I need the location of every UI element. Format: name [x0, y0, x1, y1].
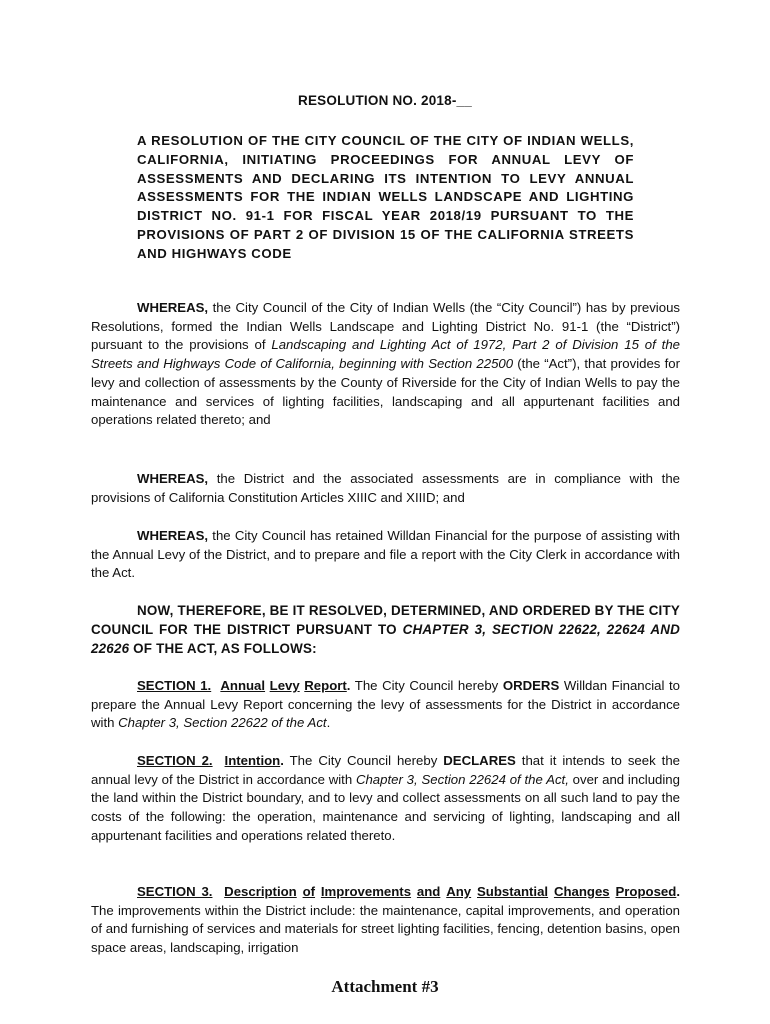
section-1-label: SECTION 1.: [137, 678, 212, 693]
whereas-lead: WHEREAS,: [137, 471, 209, 486]
resolution-title: RESOLUTION NO. 2018-__: [298, 93, 472, 108]
section-3-label: SECTION 3.: [137, 884, 213, 899]
resolution-heading: A RESOLUTION OF THE CITY COUNCIL OF THE CITY OF INDIAN WELLS, CALIFORNIA, INITIATING PROCEEDINGS FOR ANNUAL LEVY OF ASSESSMENTS AND DECLARING ITS INTENTION TO LEVY ANNUAL ASSESSMENTS FOR THE INDIAN WELLS LANDSCAPE AND LIGHTING DISTRICT NO. 91-1 FOR FISCAL YEAR 2018/19 PURSUANT TO THE PROVISIONS OF PART 2 OF DIVISION 15 OF THE CALIFORNIA STREETS AND HIGHWAYS CODE: [137, 133, 634, 261]
chapter-citation: CHAPTER 3, SECTION 22622, 22624 AND 22626: [91, 622, 681, 656]
section-1-paragraph: SECTION 1. Annual Levy Report. The City Council hereby ORDERS Willdan Financial to prepare the Annual Levy Report concerning the levy of assessments for the District in accordance with Chapter 3, Section 22622 of the Act.: [91, 678, 680, 731]
whereas-lead: WHEREAS,: [137, 300, 209, 315]
whereas-paragraph-1: WHEREAS, the City Council of the City of Indian Wells (the “City Council”) has by previous Resolutions, formed the Indian Wells Landscape and Lighting District No. 91-1 (the “District”) pursuant to the provisions of Landscaping and Lighting Act of 1972, Part 2 of Division 15 of the Streets and Highways Code of California, beginning with Section 22500 (the “Act”), that provides for levy and collection of assessments by the County of Riverside for the City of Indian Wells to pay the maintenance and services of lighting facilities, landscaping and all appurtenant facilities and operations related thereto; and: [91, 300, 680, 428]
act-citation: Landscaping and Lighting Act of 1972, Part 2 of Division 15 of the Streets and Highways Code of California, beginning with Section 22500: [91, 337, 680, 372]
section-2-paragraph: SECTION 2. Intention. The City Council hereby DECLARES that it intends to seek the annual levy of the District in accordance with Chapter 3, Section 22624 of the Act, over and including the land within the District boundary, and to levy and collect assessments on all such land to pay the costs of the following: the operation, maintenance and servicing of lighting, landscaping and all appurtenant facilities and operations related thereto.: [91, 753, 680, 843]
section-3-paragraph: SECTION 3. Description of Improvements and Any Substantial Changes Proposed. The improvements within the District include: the maintenance, capital improvements, and operation of and furnishing of services and materials for street lighting facilities, fencing, detention basins, open space areas, landscaping, irrigation: [91, 884, 680, 956]
now-therefore-paragraph: NOW, THEREFORE, BE IT RESOLVED, DETERMINED, AND ORDERED BY THE CITY COUNCIL FOR THE DISTRICT PURSUANT TO CHAPTER 3, SECTION 22622, 22624 AND 22626 OF THE ACT, AS FOLLOWS:: [91, 603, 681, 656]
whereas-paragraph-2: WHEREAS, the District and the associated assessments are in compliance with the provisions of California Constitution Articles XIIIC and XIIID; and: [91, 471, 680, 505]
section-2-label: SECTION 2.: [137, 753, 213, 768]
whereas-lead: WHEREAS,: [137, 528, 209, 543]
attachment-footer: Attachment #3: [331, 977, 439, 996]
whereas-paragraph-3: WHEREAS, the City Council has retained Willdan Financial for the purpose of assisting with the Annual Levy of the District, and to prepare and file a report with the City Clerk in accordance with the Act.: [91, 528, 680, 581]
